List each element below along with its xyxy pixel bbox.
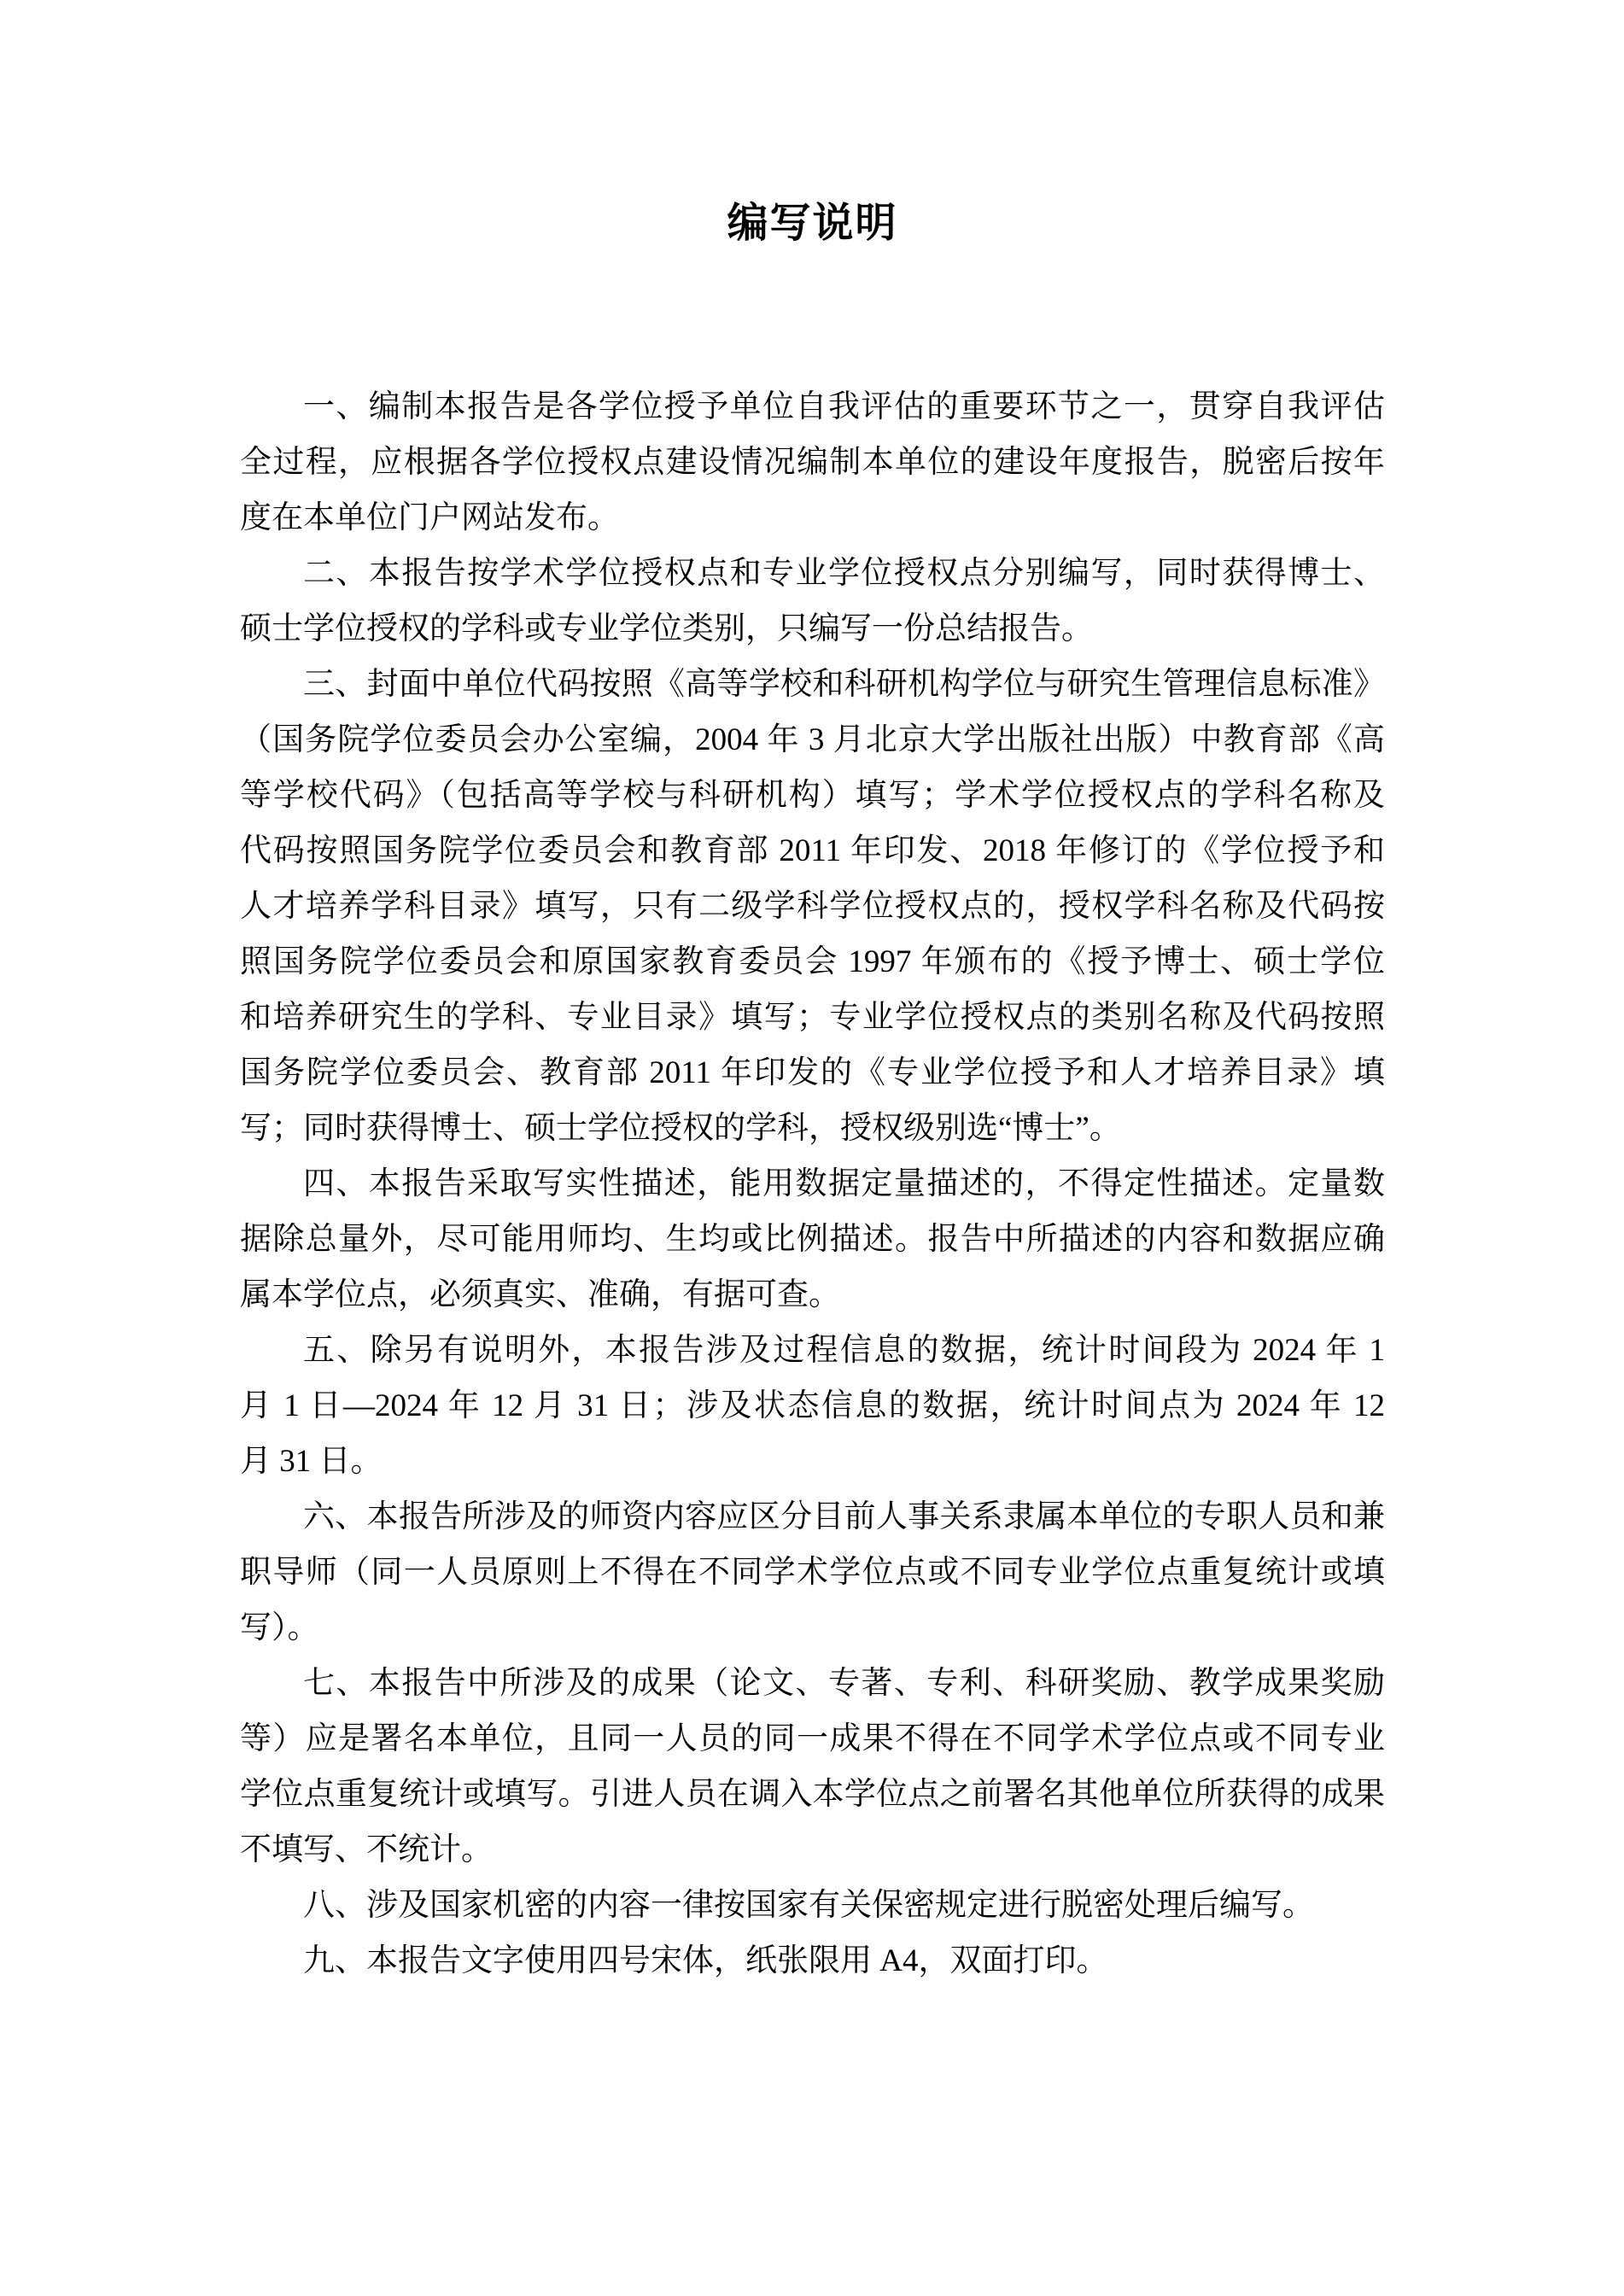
- document-body: [240, 379, 1385, 1989]
- paragraph-2-line-1: 二、本报告按学术学位授权点和专业学位授权点分别编写，同时获得博士、: [303, 556, 1385, 591]
- document-title: 编写说明: [727, 201, 898, 246]
- paragraph-3-line-1: 三、封面中单位代码按照《高等学校和科研机构学位与研究生管理信息标准》: [303, 667, 1385, 702]
- paragraph-2-line-2: 硕士学位授权的学科或专业学位类别，只编写一份总结报告。: [240, 611, 1093, 646]
- paragraph-3-line-6: 照国务院学位委员会和原国家教育委员会 1997 年颁布的《授予博士、硕士学位: [240, 944, 1385, 979]
- paragraph-6-line-2: 职导师（同一人员原则上不得在不同学术学位点或不同专业学位点重复统计或填: [240, 1555, 1385, 1590]
- paragraph-8-line-1: 八、涉及国家机密的内容一律按国家有关保密规定进行脱密处理后编写。: [303, 1888, 1314, 1923]
- paragraph-6-line-1: 六、本报告所涉及的师资内容应区分目前人事关系隶属本单位的专职人员和兼: [303, 1499, 1385, 1534]
- paragraph-7-line-3: 学位点重复统计或填写。引进人员在调入本学位点之前署名其他单位所获得的成果: [240, 1777, 1385, 1812]
- paragraph-7-line-4: 不填写、不统计。: [240, 1832, 493, 1867]
- paragraph-4-line-2: 据除总量外，尽可能用师均、生均或比例描述。报告中所描述的内容和数据应确: [240, 1222, 1385, 1257]
- paragraph-3-line-9: 写；同时获得博士、硕士学位授权的学科，授权级别选“博士”。: [240, 1111, 1121, 1146]
- paragraph-4-line-1: 四、本报告采取写实性描述，能用数据定量描述的，不得定性描述。定量数: [303, 1166, 1385, 1201]
- paragraph-5-line-1: 五、除另有说明外，本报告涉及过程信息的数据，统计时间段为 2024 年 1: [303, 1333, 1385, 1368]
- paragraph-3-line-4: 代码按照国务院学位委员会和教育部 2011 年印发、2018 年修订的《学位授予和: [240, 833, 1385, 868]
- paragraph-1-line-2: 全过程，应根据各学位授权点建设情况编制本单位的建设年度报告，脱密后按年: [240, 445, 1385, 480]
- paragraph-1-line-3: 度在本单位门户网站发布。: [240, 500, 619, 535]
- paragraph-3-line-5: 人才培养学科目录》填写，只有二级学科学位授权点的，授权学科名称及代码按: [240, 889, 1385, 924]
- paragraph-5-line-2: 月 1 日—2024 年 12 月 31 日；涉及状态信息的数据，统计时间点为 2024 年 12: [240, 1388, 1385, 1423]
- paragraph-4-line-3: 属本学位点，必须真实、准确，有据可查。: [240, 1277, 840, 1312]
- paragraph-7-line-2: 等）应是署名本单位，且同一人员的同一成果不得在不同学术学位点或不同专业: [240, 1721, 1385, 1756]
- paragraph-3-line-7: 和培养研究生的学科、专业目录》填写；专业学位授权点的类别名称及代码按照: [240, 1000, 1385, 1035]
- document-content: [0, 193, 1624, 1989]
- paragraph-3-line-2: （国务院学位委员会办公室编，2004 年 3 月北京大学出版社出版）中教育部《高: [240, 722, 1385, 757]
- paragraph-3-line-3: 等学校代码》（包括高等学校与科研机构）填写；学术学位授权点的学科名称及: [240, 778, 1385, 813]
- paragraph-3-line-8: 国务院学位委员会、教育部 2011 年印发的《专业学位授予和人才培养目录》填: [240, 1055, 1385, 1090]
- paragraph-5-line-3: 月 31 日。: [240, 1444, 383, 1479]
- paragraph-6-line-3: 写）。: [240, 1610, 319, 1645]
- paragraph-1-line-1: 一、编制本报告是各学位授予单位自我评估的重要环节之一，贯穿自我评估: [303, 389, 1385, 424]
- paragraph-7-line-1: 七、本报告中所涉及的成果（论文、专著、专利、科研奖励、教学成果奖励: [303, 1666, 1385, 1701]
- paragraph-9-line-1: 九、本报告文字使用四号宋体，纸张限用 A4，双面打印。: [303, 1943, 1108, 1978]
